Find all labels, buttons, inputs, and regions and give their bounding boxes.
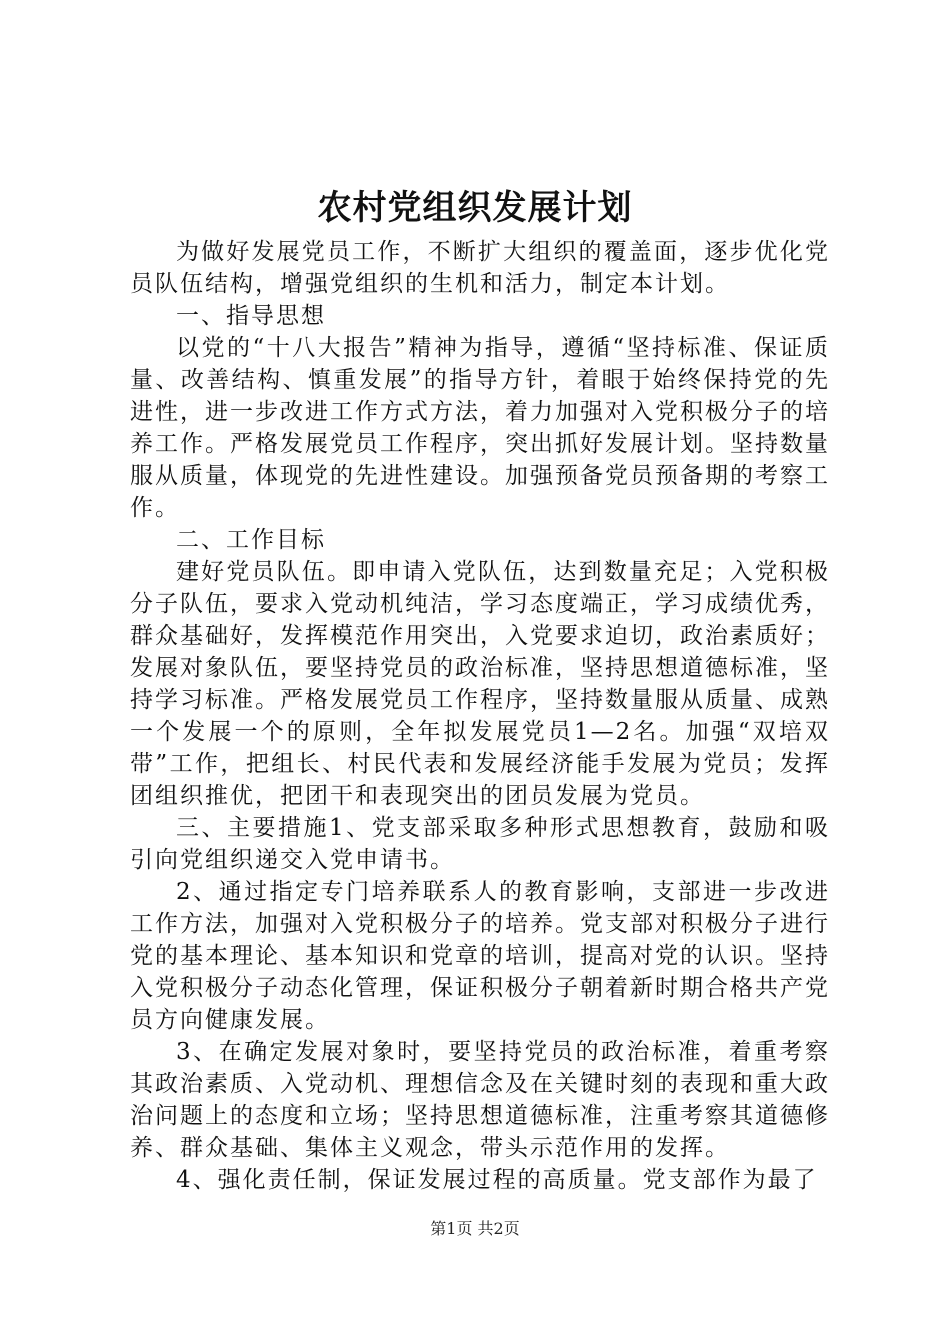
guiding-ideology-paragraph: 以党的“十八大报告”精神为指导，遵循“坚持标准、保证质量、改善结构、慎重发展”的指导方针，着眼于始终保持党的先进性，进一步改进工作方式方法，着力加强对入党积极分子的培养工作。严格发展党员工作程序，突出抓好发展计划。坚持数量服从质量，体现党的先进性建设。加强预备党员预备期的考察工作。 xyxy=(130,335,830,521)
main-measures-paragraph-4: 4、强化责任制，保证发展过程的高质量。党支部作为最了 xyxy=(176,1167,818,1193)
page-footer: 第1页 共2页 xyxy=(430,1219,520,1238)
work-goals-paragraph: 建好党员队伍。即申请入党队伍，达到数量充足；入党积极分子队伍，要求入党动机纯洁，学习态度端正，学习成绩优秀，群众基础好，发挥模范作用突出，入党要求迫切，政治素质好；发展对象队伍，要坚持党员的政治标准，坚持思想道德标准，坚持学习标准。严格发展党员工作程序，坚持数量服从质量、成熟一个发展一个的原则，全年拟发展党员1—2名。加强“双培双带”工作，把组长、村民代表和发展经济能手发展为党员；发挥团组织推优，把团干和表现突出的团员发展为党员。 xyxy=(130,559,830,809)
intro-paragraph: 为做好发展党员工作，不断扩大组织的覆盖面，逐步优化党员队伍结构，增强党组织的生机和活力，制定本计划。 xyxy=(130,239,830,297)
main-measures-paragraph-2: 2、通过指定专门培养联系人的教育影响，支部进一步改进工作方法，加强对入党积极分子的培养。党支部对积极分子进行党的基本理论、基本知识和党章的培训，提高对党的认识。坚持入党积极分子动态化管理，保证积极分子朝着新时期合格共产党员方向健康发展。 xyxy=(130,879,830,1033)
main-measures-paragraph-1: 三、主要措施1、党支部采取多种形式思想教育，鼓励和吸引向党组织递交入党申请书。 xyxy=(130,815,830,873)
main-measures-paragraph-3: 3、在确定发展对象时，要坚持党员的政治标准，着重考察其政治素质、入党动机、理想信念及在关键时刻的表现和重大政治问题上的态度和立场；坚持思想道德标准，注重考察其道德修养、群众基础、集体主义观念，带头示范作用的发挥。 xyxy=(130,1039,830,1161)
section-heading-guiding-ideology: 一、指导思想 xyxy=(176,303,326,329)
document-body xyxy=(130,236,830,1196)
document-title: 农村党组织发展计划 xyxy=(317,188,633,228)
section-heading-work-goals: 二、工作目标 xyxy=(176,527,326,553)
